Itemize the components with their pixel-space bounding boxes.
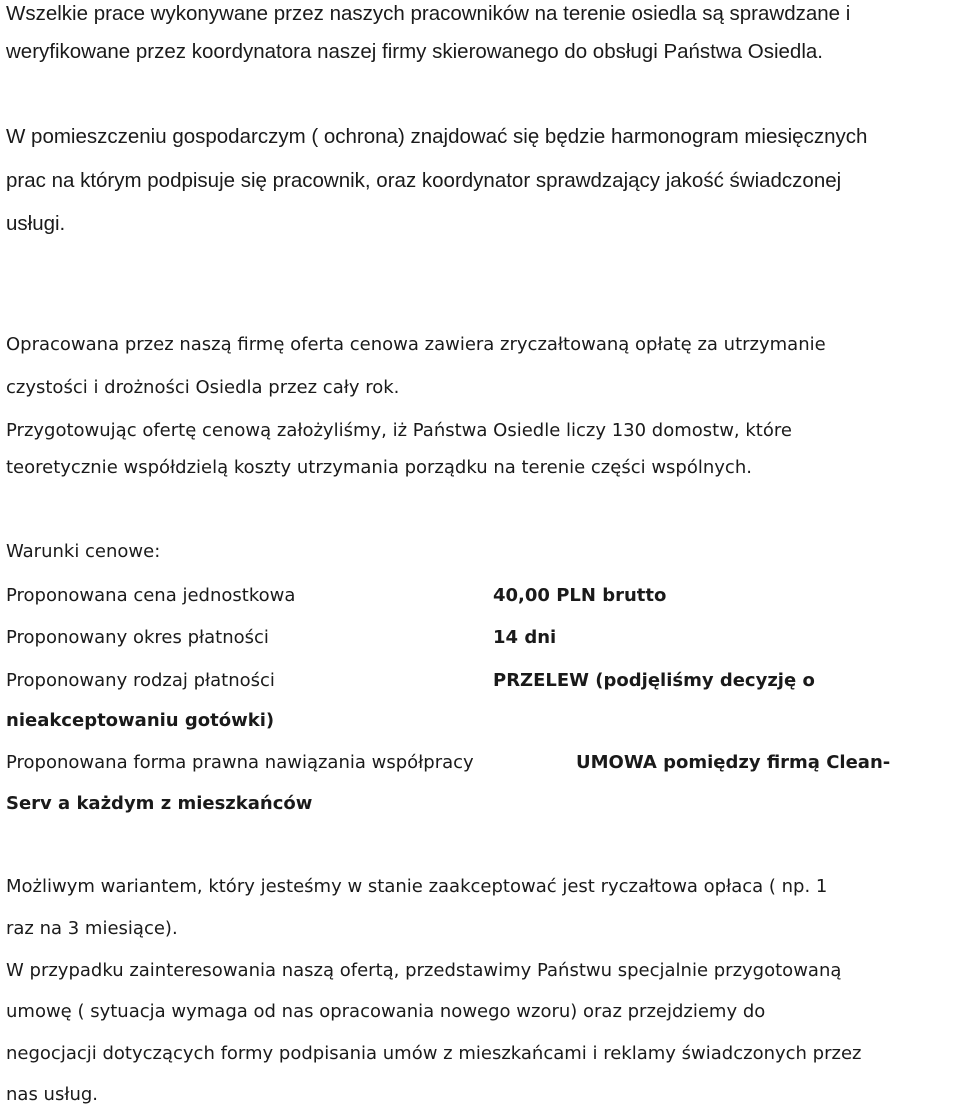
pricing-row-label: Proponowany rodzaj płatności	[6, 670, 275, 691]
paragraph-4-line-1: Przygotowując ofertę cenową założyliśmy, iż Państwa Osiedle liczy 130 domostw, które	[6, 420, 792, 441]
pricing-row-value-continuation: Serv a każdym z mieszkańców	[6, 793, 313, 814]
paragraph-1-line-1: Wszelkie prace wykonywane przez naszych pracowników na terenie osiedla są sprawdzane i	[6, 2, 851, 25]
paragraph-6-line-2: umowę ( sytuacja wymaga od nas opracowania nowego wzoru) oraz przejdziemy do	[6, 1001, 766, 1022]
pricing-row-value: 40,00 PLN brutto	[493, 585, 667, 606]
paragraph-3-line-2: czystości i drożności Osiedla przez cały rok.	[6, 377, 400, 398]
pricing-heading: Warunki cenowe:	[6, 541, 161, 562]
pricing-row-label: Proponowana forma prawna nawiązania współpracy	[6, 752, 474, 773]
pricing-row-value: 14 dni	[493, 627, 557, 648]
paragraph-4-line-2: teoretycznie współdzielą koszty utrzymania porządku na terenie części wspólnych.	[6, 457, 752, 478]
pricing-row-value-continuation: nieakceptowaniu gotówki)	[6, 710, 275, 731]
pricing-row-label: Proponowana cena jednostkowa	[6, 585, 296, 606]
paragraph-5-line-1: Możliwym wariantem, który jesteśmy w stanie zaakceptować jest ryczałtowa opłaca ( np. 1	[6, 876, 828, 897]
pricing-row-value: UMOWA pomiędzy firmą Clean-	[576, 752, 891, 773]
paragraph-6-line-3: negocjacji dotyczących formy podpisania umów z mieszkańcami i reklamy świadczonych przez	[6, 1043, 862, 1064]
paragraph-5-line-2: raz na 3 miesiące).	[6, 918, 178, 939]
paragraph-6-line-4: nas usług.	[6, 1084, 98, 1105]
pricing-row-label: Proponowany okres płatności	[6, 627, 269, 648]
paragraph-1-line-2: weryfikowane przez koordynatora naszej firmy skierowanego do obsługi Państwa Osiedla.	[6, 40, 823, 63]
paragraph-2-line-3: usługi.	[6, 212, 66, 235]
paragraph-2-line-1: W pomieszczeniu gospodarczym ( ochrona) znajdować się będzie harmonogram miesięcznych	[6, 125, 868, 148]
paragraph-3-line-1: Opracowana przez naszą firmę oferta cenowa zawiera zryczałtowaną opłatę za utrzymanie	[6, 334, 826, 355]
paragraph-2-line-2: prac na którym podpisuje się pracownik, oraz koordynator sprawdzający jakość świadczonej	[6, 169, 842, 192]
paragraph-6-line-1: W przypadku zainteresowania naszą ofertą, przedstawimy Państwu specjalnie przygotowaną	[6, 960, 842, 981]
pricing-row-value: PRZELEW (podjęliśmy decyzję o	[493, 670, 815, 691]
